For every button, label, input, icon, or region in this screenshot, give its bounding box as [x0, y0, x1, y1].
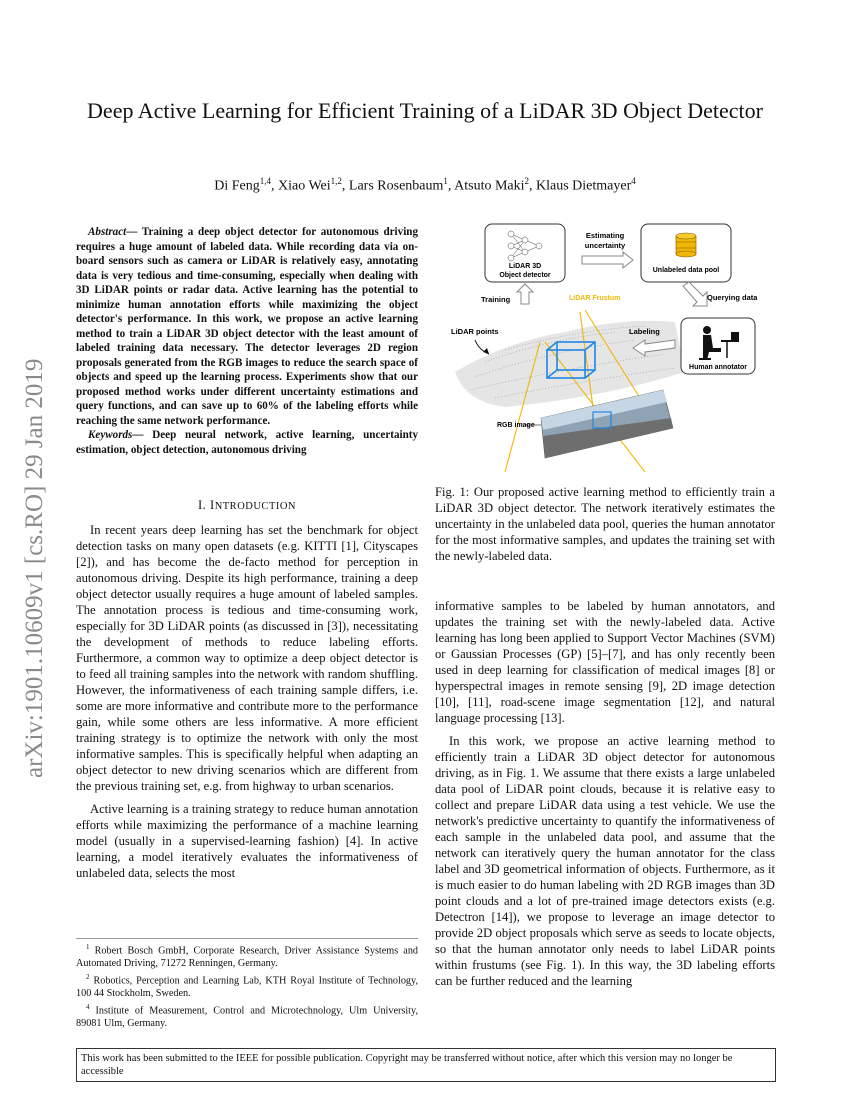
paper-title: Deep Active Learning for Efficient Training of a LiDAR 3D Object Detector	[87, 98, 763, 123]
detector-label-2: Object detector	[499, 272, 551, 279]
author-affiliation: 4	[631, 176, 636, 186]
author: Klaus Dietmayer	[536, 178, 632, 194]
estimating-arrow	[582, 252, 633, 268]
footnote-mark: 2	[86, 972, 90, 981]
estimating-label-1: Estimating	[585, 231, 625, 240]
caption-text: Our proposed active learning method to efficiently train a LiDAR 3D object detector. The network iteratively estimates the uncertainty in the unlabeled data pool, queries the human annotator for the most informative samples, and updates the training set with the newly-labeled data.	[435, 485, 775, 563]
labeling-label: Labeling	[629, 327, 660, 336]
author: Atsuto Maki	[454, 178, 525, 194]
left-column-body	[76, 522, 418, 888]
abstract-text: Training a deep object detector for autonomous driving requires a huge amount of labeled data. While recording data via on-board sensors such as camera or LiDAR is relatively easy, annotating data is very tedious and time-consuming, especially when dealing with 3D LiDAR points or radar data. Active learning has the potential to minimize human annotation efforts while maximizing the object detector's performance. In this work, we propose an active learning method to train a LiDAR 3D object detector with the least amount of labeled training data necessary. The detector leverages 2D region proposals generated from the RGB images to reduce the search space of objects and speed up the learning process. Experiments show that our proposed method works under different uncertainty estimations and query functions, and can save up to 60% of the labeling efforts while reaching the same network performance.	[76, 226, 418, 427]
affiliation-footnotes	[76, 938, 418, 1031]
abstract-label: Abstract	[88, 226, 127, 238]
author: Di Feng	[214, 178, 260, 194]
rgb-image	[541, 390, 673, 458]
footnote-mark: 1	[86, 943, 90, 951]
arxiv-id-text: arXiv:1901.10609v1 [cs.RO] 29 Jan 2019	[21, 358, 48, 778]
section-title-rest: NTRODUCTION	[214, 501, 297, 512]
training-arrow	[517, 284, 533, 304]
training-label: Training	[481, 295, 511, 304]
footnote-text: Robert Bosch GmbH, Corporate Research, Driver Assistance Systems and Automated Driving, 71272 Renningen, Germany.	[76, 945, 419, 970]
footnote-text: Robotics, Perception and Learning Lab, KTH Royal Institute of Technology, 100 44 Stockholm, Sweden.	[76, 975, 418, 1000]
footnote-text: Institute of Measurement, Control and Microtechnology, Ulm University, 89081 Ulm, Germany.	[76, 1005, 418, 1030]
keywords-label: Keywords	[88, 429, 133, 441]
querying-label: Querying data	[707, 293, 758, 302]
body-paragraph: Active learning is a training strategy to reduce human annotation efforts while maximizing the performance of a machine learning model (usually in a supervised-learning fashion) [4]. In active learning, a model iteratively evaluates the informativeness of unlabeled data, selects the most	[76, 802, 418, 880]
author-affiliation: 2	[524, 176, 530, 186]
data-pool-label: Unlabeled data pool	[652, 267, 720, 274]
caption-label: Fig. 1:	[435, 485, 470, 499]
copyright-notice: This work has been submitted to the IEEE for possible publication. Copyright may be transferred without notice, after which this version may no longer be accessible	[76, 1048, 776, 1082]
keywords-paragraph: Keywords— Deep neural network, active learning, uncertainty estimation, object detection, autonomous driving	[76, 429, 418, 456]
author-affiliation: 1,2	[330, 176, 342, 186]
section-numeral: I.	[197, 498, 207, 512]
detector-label-1: LiDAR 3D	[508, 263, 542, 270]
rgb-image-label: RGB image	[497, 422, 535, 429]
footnote-mark: 4	[86, 1002, 90, 1011]
database-icon	[676, 233, 696, 257]
frustum-label: LiDAR Frustum	[569, 295, 621, 302]
section-heading-introduction	[76, 498, 418, 513]
lidar-points-label: LiDAR points	[451, 327, 499, 336]
author-affiliation: 1,4	[259, 176, 271, 186]
body-paragraph: In this work, we propose an active learning method to efficiently train a LiDAR 3D object detector for autonomous driving, as in Fig. 1. We assume that there exists a large unlabeled data pool of LiDAR point clouds, because it is relative easy to collect and prepare LiDAR data using a test vehicle. We use the network's predictive uncertainty to quantify the informativeness of each sample in the unlabeled data pool, and assume that the network can iteratively query the human annotator for the class label and 3D geometrical information of objects. Furthermore, as it is much easier to do human labeling with 2D RGB images than 3D point clouds and a lot of pre-trained image detectors exists (e.g. Detectron [14]), we propose to leverage an image detector to provide 2D object proposals which serve as seeds to locate objects, so that the human annotator only needs to label LiDAR points within frustums (see Fig. 1). In this way, the 3D labeling efforts can be further reduced and the learning	[435, 734, 775, 988]
footnote	[76, 1001, 418, 1031]
estimating-label-2: uncertainty	[584, 241, 626, 250]
abstract-paragraph: Abstract— Training a deep object detector for autonomous driving requires a huge amount of labeled data. While recording data via on-board sensors such as camera or LiDAR is relatively easy, annotating data is very tedious and time-consuming, especially when dealing with 3D LiDAR points or radar data. Active learning has the potential to minimize human annotation efforts while maximizing the object detector's performance. In this work, we propose an active learning method to train a LiDAR 3D object detector with the least amount of labeled training data necessary. The detector leverages 2D region proposals generated from the RGB images to reduce the search space of objects and speed up the learning process. Experiments show that our proposed method works under different uncertainty estimations and query functions, and can save up to 60% of the labeling efforts while reaching the same network performance.	[76, 226, 418, 427]
author-affiliation: 1	[443, 176, 448, 186]
arxiv-side-identifier	[2, 300, 56, 780]
footnote	[76, 971, 418, 1001]
right-column-body	[435, 598, 775, 996]
author: Lars Rosenbaum	[348, 178, 444, 194]
abstract	[76, 225, 418, 457]
figure-1-caption	[435, 484, 775, 564]
querying-arrow	[683, 282, 707, 306]
figure-1-diagram	[445, 222, 775, 472]
section-title-first: I	[209, 498, 215, 512]
keywords-text: Deep neural network, active learning, uncertainty estimation, object detection, autonomous driving	[76, 429, 418, 456]
author: Xiao Wei	[277, 178, 331, 194]
annotator-label: Human annotator	[689, 364, 747, 371]
body-paragraph: In recent years deep learning has set the benchmark for object detection tasks on many open datasets (e.g. KITTI [1], Cityscapes [2]), and has become the de-facto method for perception in autonomous driving. Despite its high performance, training a deep object detector usually requires a huge amount of labeled samples. The annotation process is tedious and time-consuming work, especially for 3D LiDAR points (as discussed in [3]), necessitating the development of methods to reduce labeling efforts. Furthermore, a common way to optimize a deep object detector is to feed all training samples into the network with random shuffling. However, the informativeness of each training sample differs, i.e. some are more informative and contribute more to the performance gain, while some others are less informative. A more efficient training strategy is to optimize the network with only the most informative samples. This is specifically helpful when adapting an object detector to new driving scenarios which are different from the previous training set, e.g. from highway to urban scenarios.	[76, 523, 418, 793]
footnote	[76, 941, 418, 971]
author-list: Di Feng$^{1,4}$, Xiao Wei$^{1,2}$, Lars Rosenbaum$^1$, Atsuto Maki$^2$, Klaus Dietmayer$^4$	[214, 176, 636, 194]
body-paragraph: informative samples to be labeled by human annotators, and updates the training set with the newly-labeled data. Active learning has long been applied to Support Vector Machines (SVM) or Gaussian Processes (GP) [5]–[7], and has only recently been used in deep learning for classification of medical images [8] or hyperspectral images in remote sensing [9], 2D image detection [10], [11], road-scene image segmentation [12], and natural language processing [13].	[435, 599, 775, 725]
